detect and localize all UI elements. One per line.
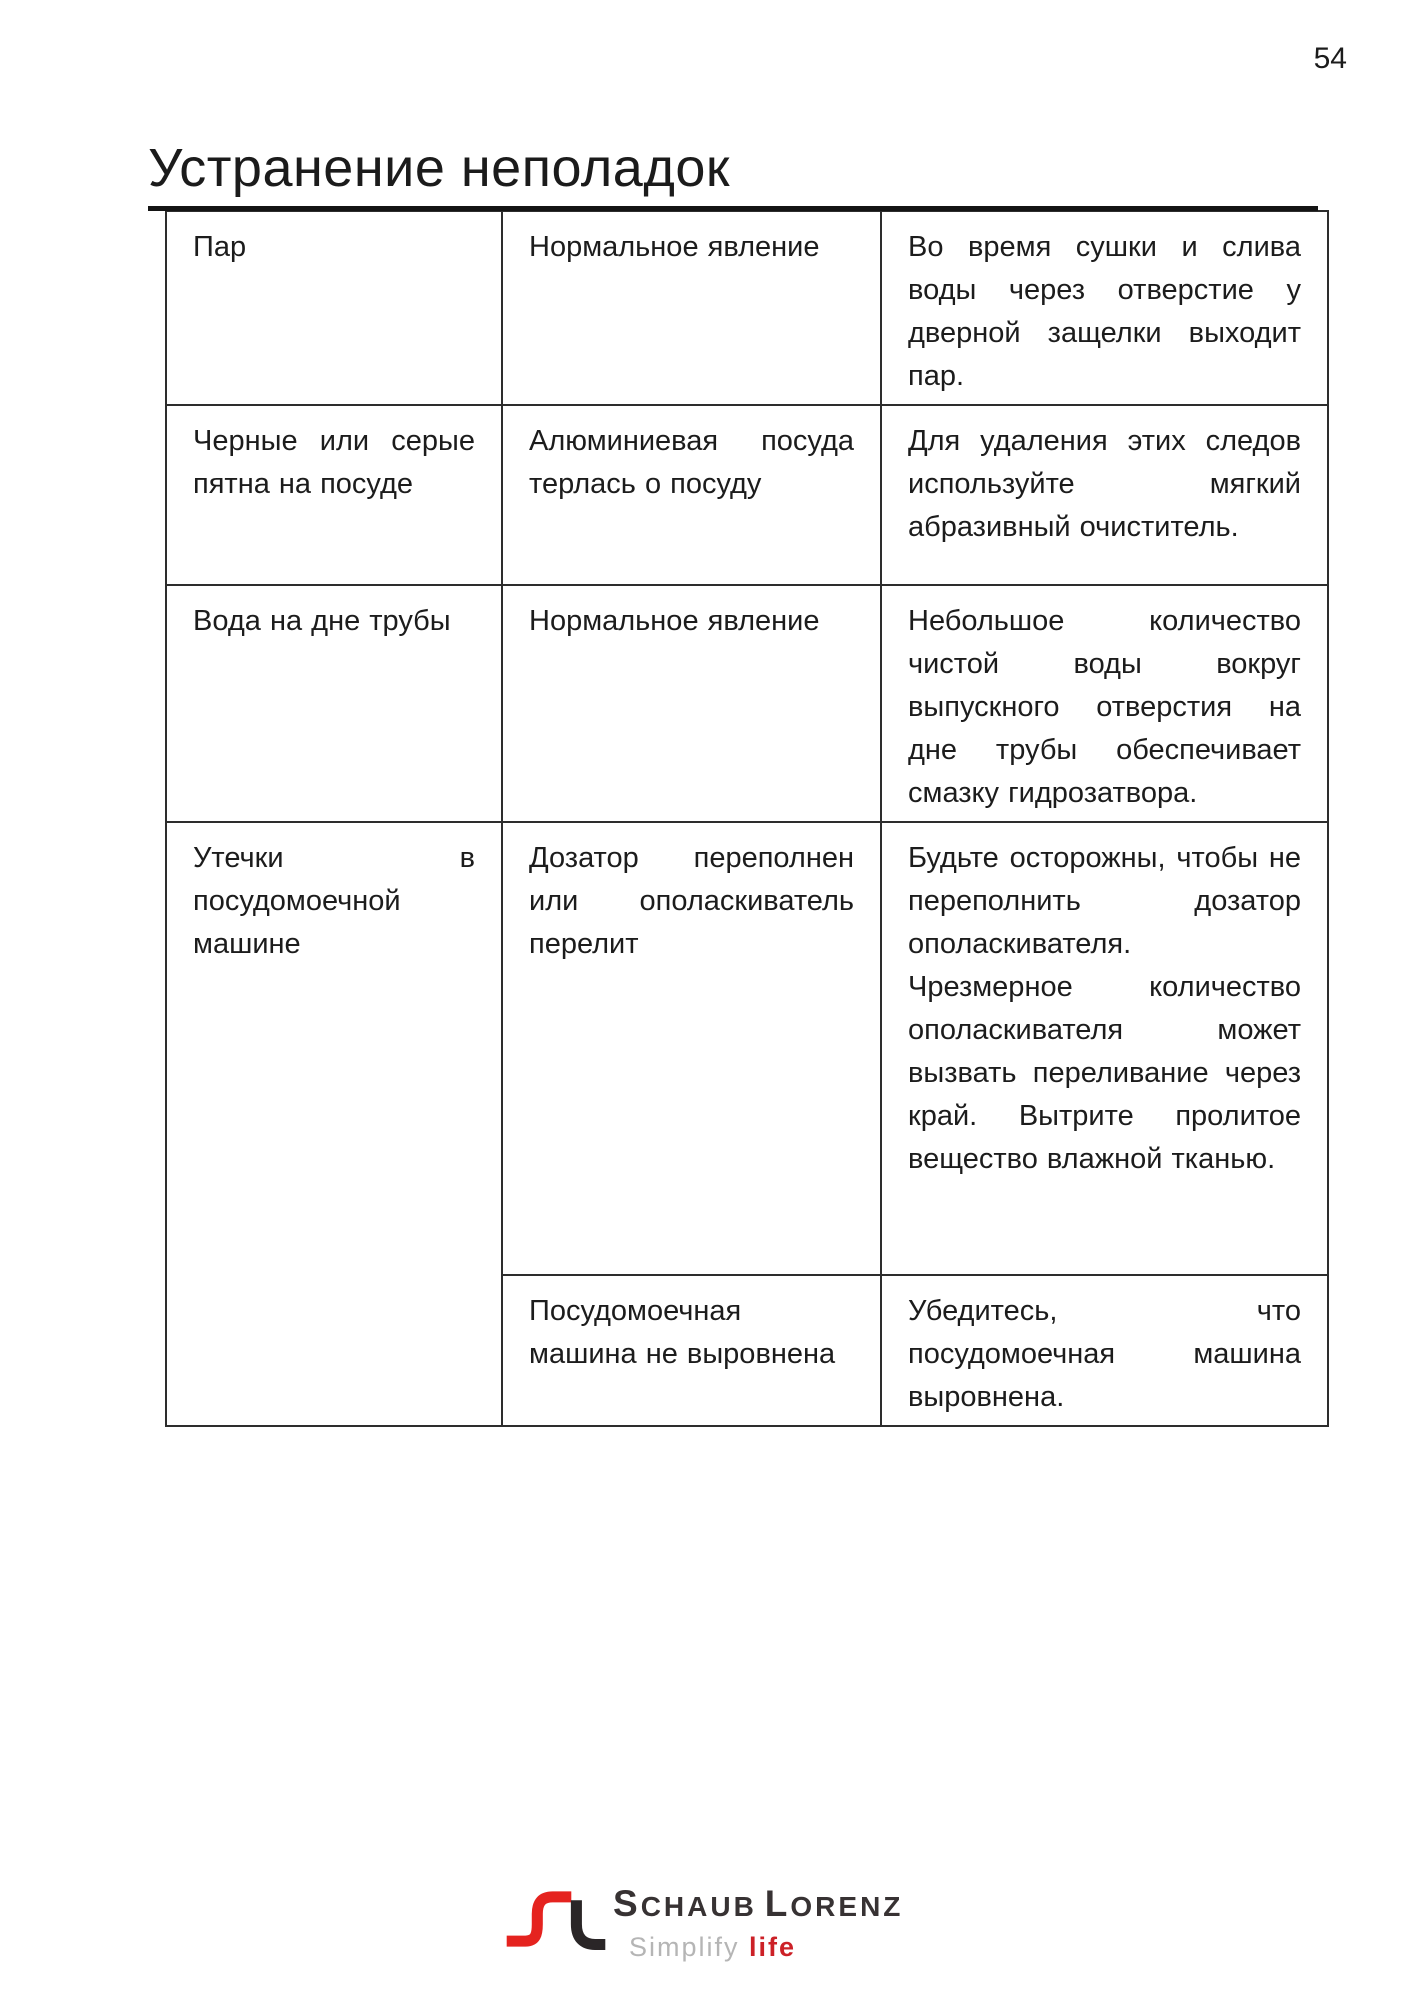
cause-cell: Нормальное явление (502, 211, 881, 405)
troubleshooting-table (165, 210, 1329, 1427)
brand-rest: CHAUB (640, 1891, 757, 1922)
schaub-lorenz-logo (505, 1884, 903, 1962)
solution-cell: Небольшое количество чистой воды вокруг выпускного отверстия на дне трубы обеспечивает смазку гидрозатвора. (881, 585, 1328, 822)
solution-cell: Убедитесь, что посудомоечная машина выровнена. (881, 1275, 1328, 1426)
problem-cell: Пар (166, 211, 502, 405)
brand-initial: S (613, 1883, 641, 1924)
brand-name (613, 1883, 904, 1930)
brand-tagline (629, 1932, 903, 1962)
brand-initial: L (764, 1883, 791, 1924)
cause-cell: Посудомоечная машина не выровнена (502, 1275, 881, 1426)
table-row (166, 585, 1328, 822)
problem-cell: Черные или серые пятна на посуде (166, 405, 502, 585)
cause-cell: Алюминиевая посуда терлась о посуду (502, 405, 881, 585)
logo-text (613, 1884, 903, 1962)
title-underline (148, 206, 1318, 211)
tagline-word-simplify: Simplify (629, 1932, 740, 1962)
schaub-lorenz-logo-icon (505, 1884, 607, 1954)
page-title: Устранение неполадок (148, 138, 731, 198)
table-row (166, 405, 1328, 585)
brand-rest: ORENZ (790, 1891, 904, 1922)
problem-cell: Утечки в посудомоечной машине (166, 822, 502, 1426)
solution-cell: Будьте осторожны, чтобы не переполнить дозатор ополаскивателя. Чрезмерное количество ополаскивателя может вызвать переливание через край. Вытрите пролитое вещество влажной тканью. (881, 822, 1328, 1275)
table-row (166, 822, 1328, 1275)
solution-cell: Во время сушки и слива воды через отверстие у дверной защелки выходит пар. (881, 211, 1328, 405)
problem-cell: Вода на дне трубы (166, 585, 502, 822)
solution-cell: Для удаления этих следов используйте мягкий абразивный очиститель. (881, 405, 1328, 585)
page-number: 54 (1313, 42, 1347, 75)
cause-cell: Дозатор переполнен или ополаскиватель перелит (502, 822, 881, 1275)
table-row (166, 211, 1328, 405)
cause-cell: Нормальное явление (502, 585, 881, 822)
tagline-word-life: life (749, 1932, 797, 1962)
